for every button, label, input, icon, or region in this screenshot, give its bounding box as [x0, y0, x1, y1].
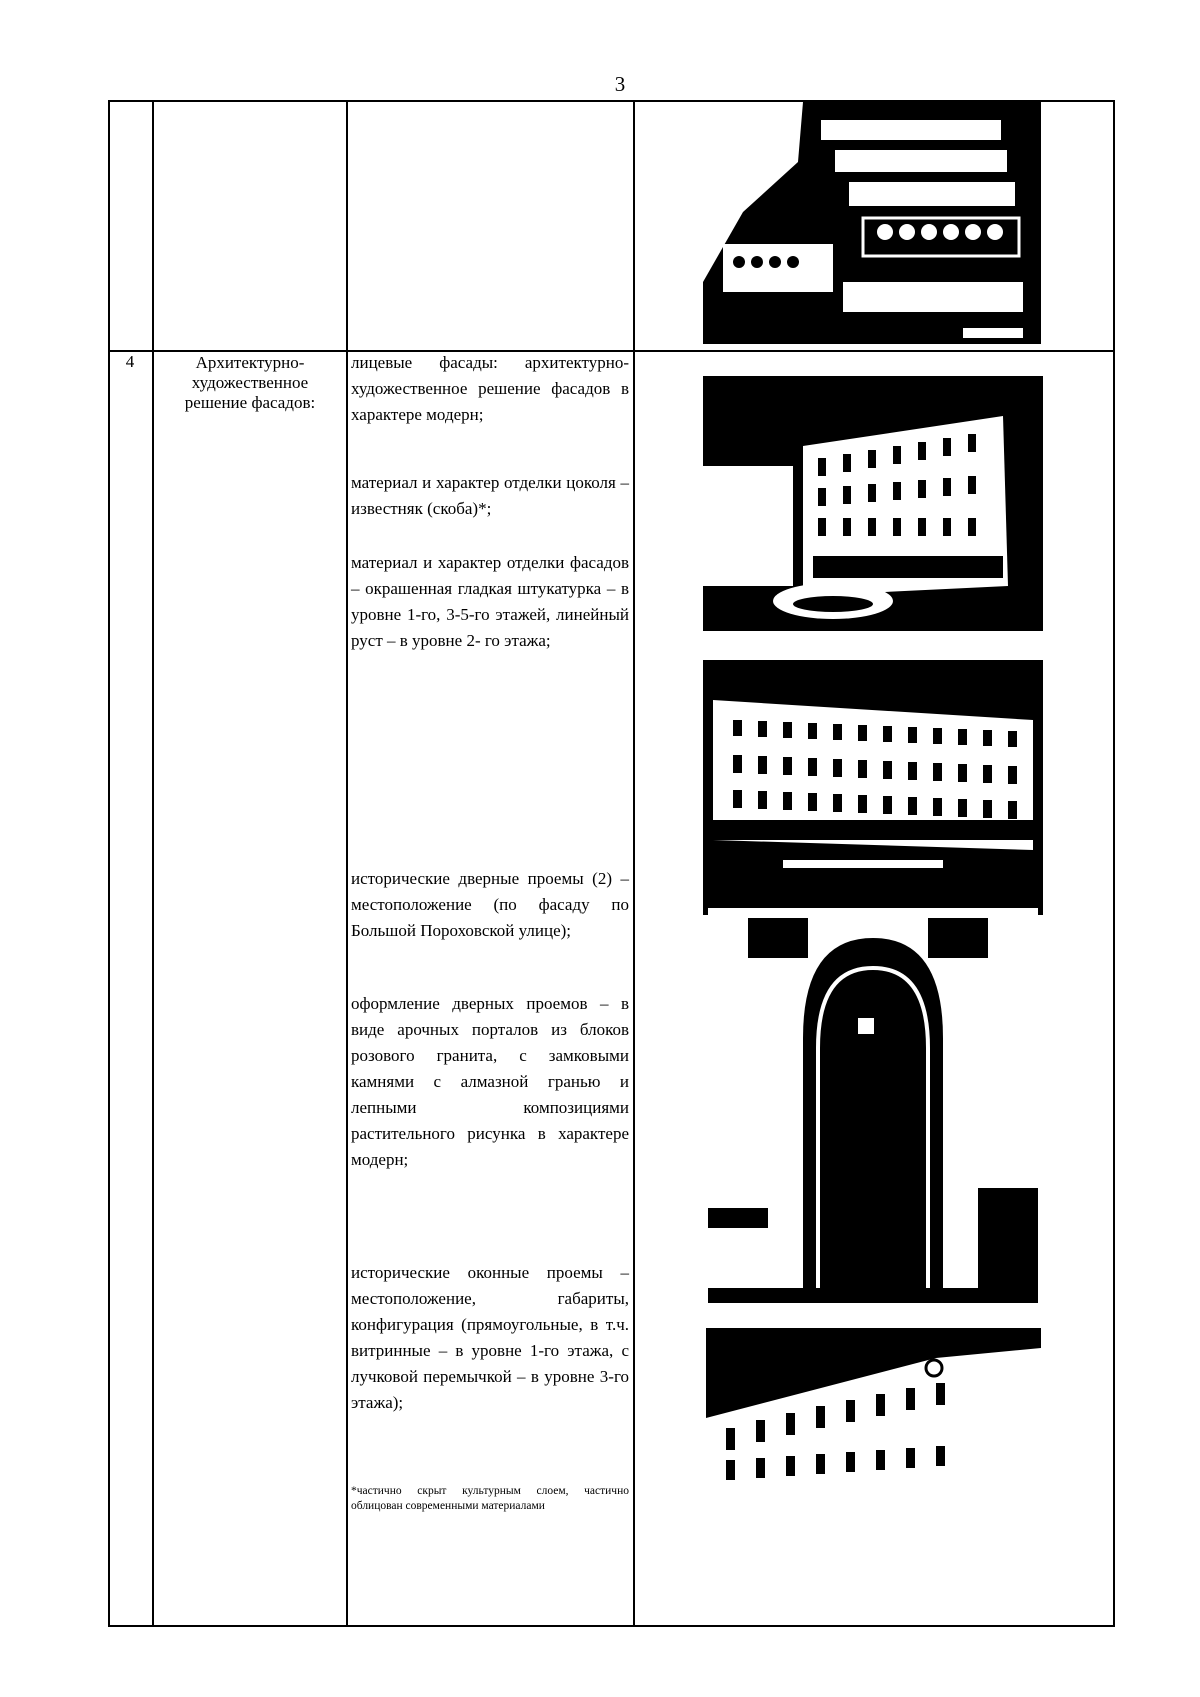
footnote: *частично скрыт культурным слоем, частично облицован современными материалами	[351, 1485, 629, 1512]
paragraph-plaster: материал и характер отделки фасадов – окрашенная гладкая штукатурка – в уровне 1-го, 3-5-го этажей, линейный руст – в уровне 2- го этажа;	[351, 553, 629, 650]
paragraph-door-openings: исторические дверные проемы (2) – местоположение (по фасаду по Большой Пороховской улице);	[351, 869, 629, 940]
paragraph-window-openings: исторические оконные проемы – местоположение, габариты, конфигурация (прямоугольные, в т.ч. витринные – в уровне 1-го этажа, с лучковой перемычкой – в уровне 3-го этажа);	[351, 1263, 629, 1412]
column-divider	[633, 100, 635, 1625]
row-title-line: решение фасадов:	[184, 393, 316, 412]
photo-window-openings	[706, 1328, 1041, 1480]
row-title-line: Архитектурно-	[195, 353, 305, 372]
row-title-line: художественное	[191, 373, 309, 392]
column-divider	[152, 100, 154, 1625]
photo-shop-signs	[703, 102, 1041, 344]
row-title	[154, 353, 346, 413]
paragraph-facades: лицевые фасады: архитектурно-художественное решение фасадов в характере модерн;	[351, 353, 629, 424]
paragraph-plinth: материал и характер отделки цоколя – известняк (скоба)*;	[351, 473, 629, 518]
photo-facade-angle	[703, 376, 1043, 631]
column-divider	[346, 100, 348, 1625]
photo-door-portal	[708, 868, 1038, 1303]
attributes-table	[108, 100, 1113, 1625]
row-number: 4	[125, 352, 135, 371]
paragraph-door-portals: оформление дверных проемов – в виде арочных порталов из блоков розового гранита, с замковыми камнями с алмазной гранью и лепными композициями растительного рисунка в характере модерн;	[351, 994, 629, 1169]
page-number: 3	[614, 72, 626, 96]
